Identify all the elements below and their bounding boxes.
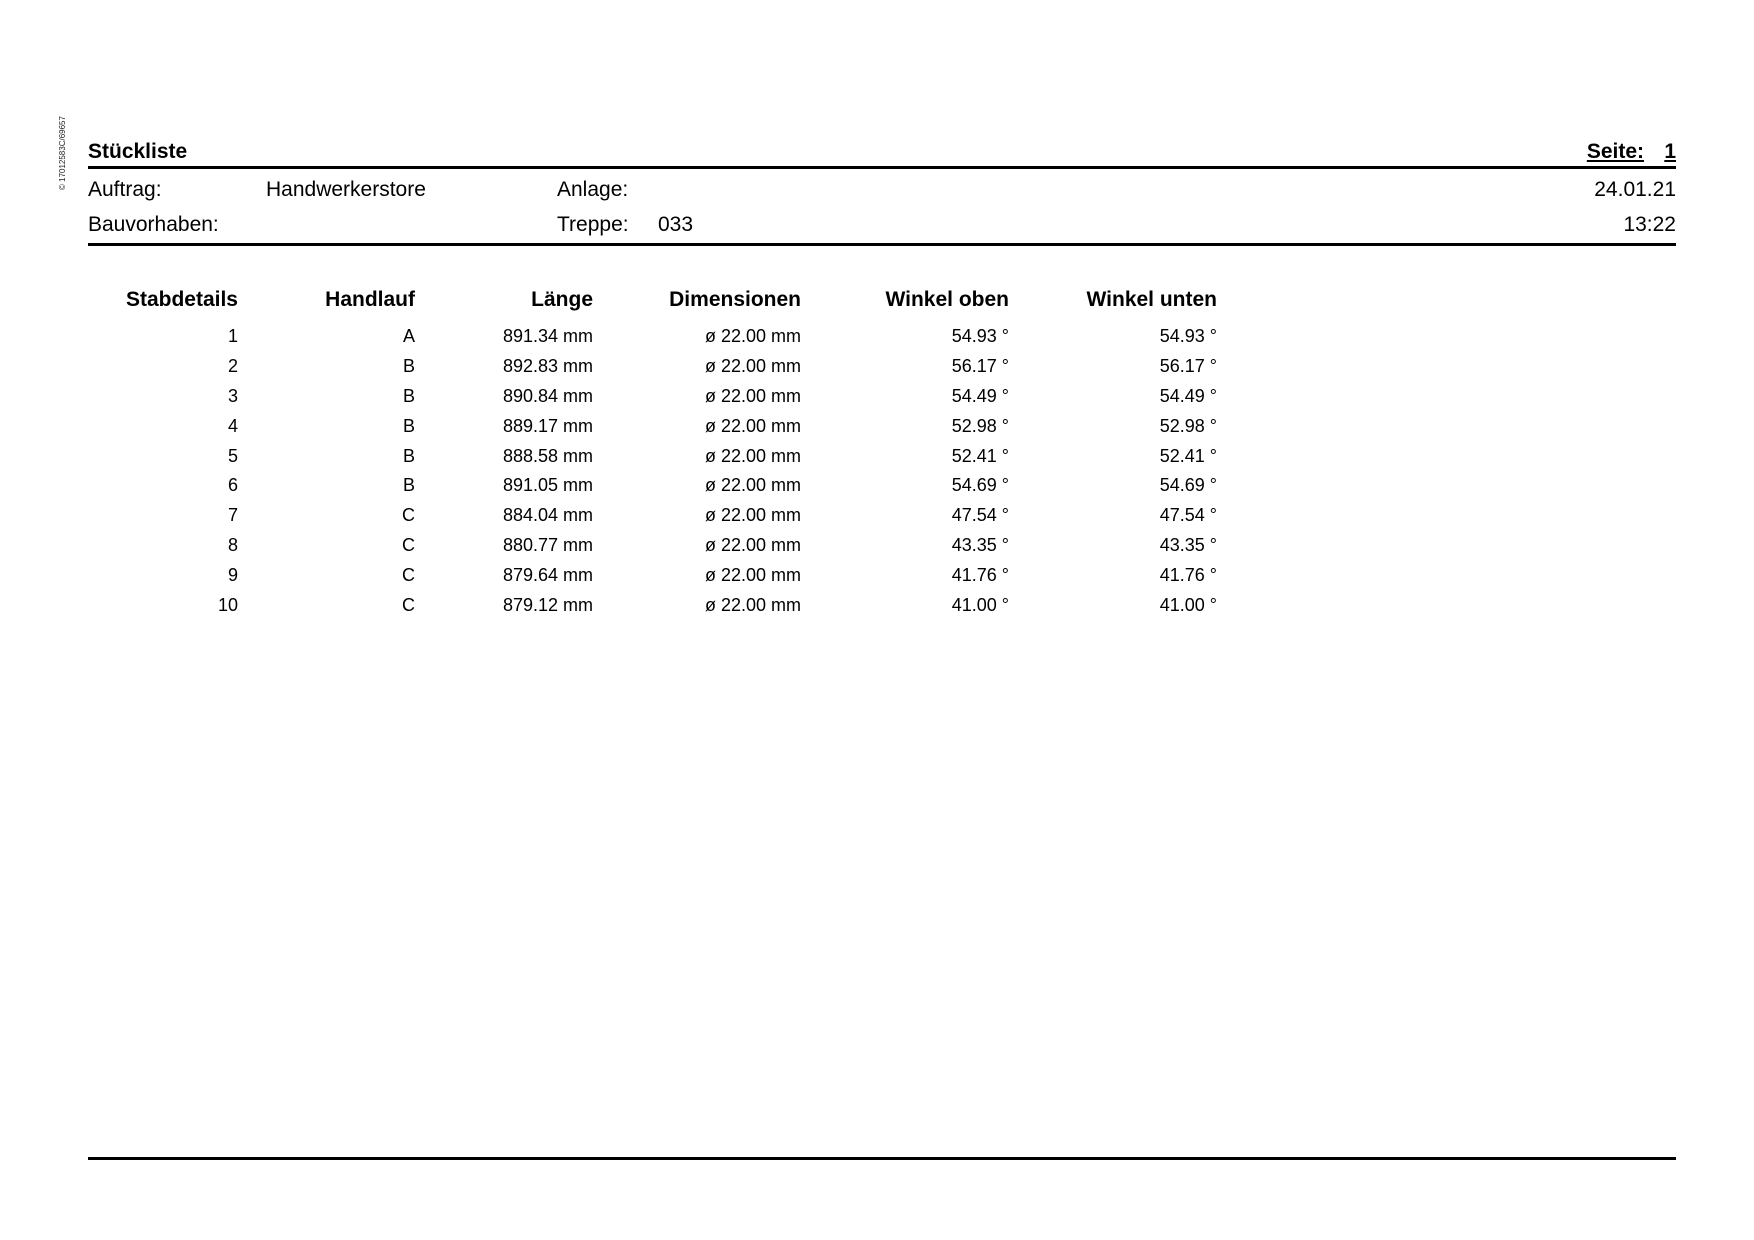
table-row — [88, 501, 1217, 531]
treppe-value: 033 — [658, 213, 694, 236]
handrail-cell: B — [402, 415, 415, 436]
page-indicator — [1587, 140, 1676, 164]
angle-top-cell: 54.49 ° — [951, 385, 1009, 406]
dimension-cell: ø 22.00 mm — [704, 505, 801, 526]
angle-bottom-cell: 52.98 ° — [1159, 415, 1217, 436]
rod-number-cell: 9 — [227, 564, 238, 585]
handrail-cell: B — [402, 385, 415, 406]
angle-bottom-cell: 54.49 ° — [1159, 385, 1217, 406]
column-header: Stabdetails — [125, 288, 238, 311]
column-header: Winkel unten — [1086, 288, 1217, 311]
handrail-cell: C — [402, 505, 415, 526]
rod-number-cell: 4 — [227, 415, 238, 436]
column-header: Winkel oben — [885, 288, 1009, 311]
angle-top-cell: 43.35 ° — [951, 534, 1009, 555]
bauvorhaben-label: Bauvorhaben: — [88, 213, 219, 236]
length-cell: 888.58 mm — [502, 445, 593, 466]
angle-top-cell: 41.76 ° — [951, 564, 1009, 585]
column-header: Handlauf — [325, 288, 415, 311]
anlage-label: Anlage: — [557, 178, 629, 201]
treppe-label: Treppe: — [557, 213, 629, 236]
rod-number-cell: 2 — [227, 356, 238, 377]
angle-bottom-cell: 54.69 ° — [1159, 475, 1217, 496]
handrail-cell: C — [402, 564, 415, 585]
rod-number-cell: 8 — [227, 534, 238, 555]
table-row — [88, 560, 1217, 590]
dimension-cell: ø 22.00 mm — [704, 385, 801, 406]
document-id-code: © 17012583C/69657 — [58, 116, 67, 190]
rod-number-cell: 6 — [227, 475, 238, 496]
rod-number-cell: 5 — [227, 445, 238, 466]
dimension-cell: ø 22.00 mm — [704, 445, 801, 466]
rod-number-cell: 7 — [227, 505, 238, 526]
meta-row-project — [88, 213, 1676, 246]
length-cell: 879.12 mm — [502, 594, 593, 615]
document-date: 24.01.21 — [1594, 178, 1676, 201]
rod-number-cell: 3 — [227, 385, 238, 406]
dimension-cell: ø 22.00 mm — [704, 534, 801, 555]
length-cell: 890.84 mm — [502, 385, 593, 406]
table-row — [88, 471, 1217, 501]
handrail-cell: C — [402, 534, 415, 555]
length-cell: 884.04 mm — [502, 505, 593, 526]
dimension-cell: ø 22.00 mm — [704, 475, 801, 496]
length-cell: 891.34 mm — [502, 326, 593, 347]
document-time: 13:22 — [1623, 213, 1676, 236]
dimension-cell: ø 22.00 mm — [704, 326, 801, 347]
angle-top-cell: 56.17 ° — [951, 356, 1009, 377]
column-header: Länge — [531, 288, 593, 311]
angle-bottom-cell: 54.93 ° — [1159, 326, 1217, 347]
angle-bottom-cell: 43.35 ° — [1159, 534, 1217, 555]
angle-top-cell: 47.54 ° — [951, 505, 1009, 526]
angle-bottom-cell: 52.41 ° — [1159, 445, 1217, 466]
page-label: Seite: — [1586, 140, 1644, 163]
column-header: Dimensionen — [669, 288, 801, 311]
page-number: 1 — [1664, 140, 1676, 163]
rod-number-cell: 10 — [217, 594, 238, 615]
table-row — [88, 441, 1217, 471]
footer-divider — [88, 1157, 1676, 1160]
handrail-cell: C — [402, 594, 415, 615]
title-bar — [88, 140, 1676, 169]
length-cell: 880.77 mm — [502, 534, 593, 555]
table-header-row — [88, 288, 1217, 322]
table-row — [88, 411, 1217, 441]
length-cell: 889.17 mm — [502, 415, 593, 436]
angle-top-cell: 52.41 ° — [951, 445, 1009, 466]
handrail-cell: B — [402, 445, 415, 466]
parts-table — [88, 288, 1217, 620]
auftrag-label: Auftrag: — [88, 178, 162, 201]
length-cell: 892.83 mm — [502, 356, 593, 377]
angle-bottom-cell: 56.17 ° — [1159, 356, 1217, 377]
table-body — [88, 322, 1217, 620]
angle-bottom-cell: 41.00 ° — [1159, 594, 1217, 615]
angle-bottom-cell: 47.54 ° — [1159, 505, 1217, 526]
angle-top-cell: 54.69 ° — [951, 475, 1009, 496]
angle-top-cell: 41.00 ° — [951, 594, 1009, 615]
angle-bottom-cell: 41.76 ° — [1159, 564, 1217, 585]
table-row — [88, 382, 1217, 412]
handrail-cell: A — [402, 326, 415, 347]
meta-row-order — [88, 178, 1676, 208]
document-title: Stückliste — [88, 140, 188, 163]
handrail-cell: B — [402, 475, 415, 496]
table-row — [88, 322, 1217, 352]
angle-top-cell: 54.93 ° — [951, 326, 1009, 347]
length-cell: 879.64 mm — [502, 564, 593, 585]
dimension-cell: ø 22.00 mm — [704, 415, 801, 436]
dimension-cell: ø 22.00 mm — [704, 594, 801, 615]
table-row — [88, 352, 1217, 382]
handrail-cell: B — [402, 356, 415, 377]
table-row — [88, 590, 1217, 620]
length-cell: 891.05 mm — [502, 475, 593, 496]
angle-top-cell: 52.98 ° — [951, 415, 1009, 436]
auftrag-value: Handwerkerstore — [266, 178, 426, 201]
table-row — [88, 531, 1217, 561]
dimension-cell: ø 22.00 mm — [704, 356, 801, 377]
dimension-cell: ø 22.00 mm — [704, 564, 801, 585]
rod-number-cell: 1 — [227, 326, 238, 347]
